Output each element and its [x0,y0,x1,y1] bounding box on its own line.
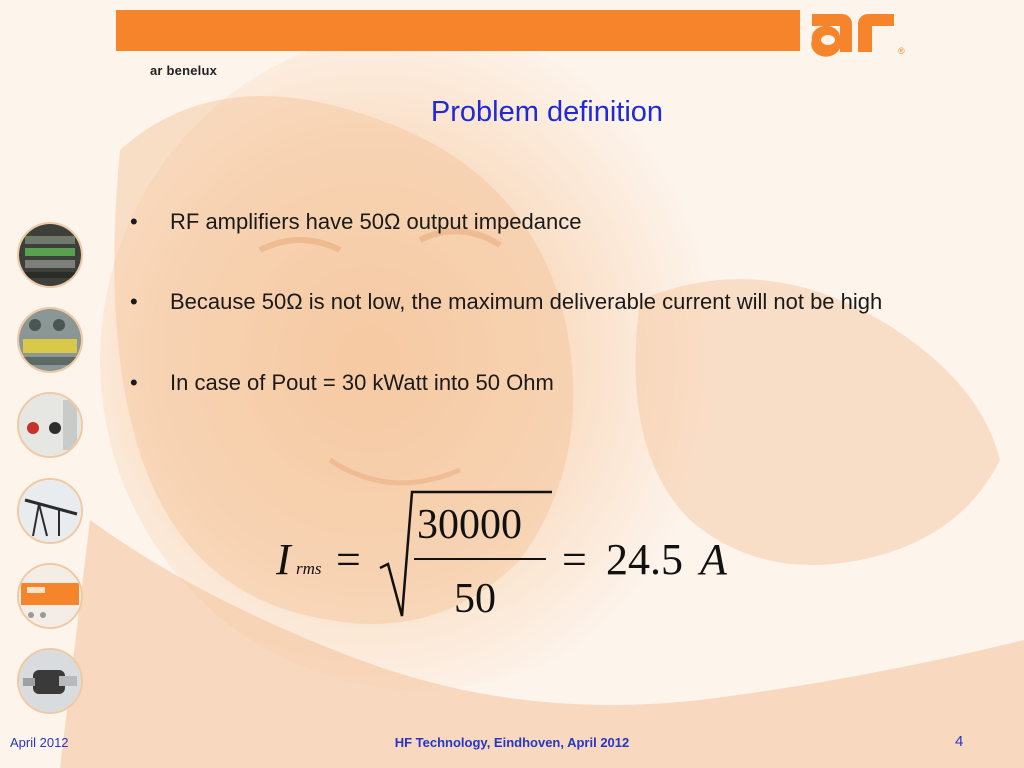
registered-mark: ® [898,46,905,56]
footer-date: April 2012 [10,735,69,750]
current-formula [270,488,750,628]
formula-equals: = [336,535,361,584]
orange-amplifier-thumbnail [17,563,83,629]
header-orange-bar [116,10,906,51]
brand-name: ar benelux [150,63,218,78]
equipment-rack-thumbnail [17,222,83,288]
bullet-item: • In case of Pout = 30 kWatt into 50 Ohm [130,366,960,399]
formula-result-equals: = [562,535,587,584]
formula-denominator: 50 [454,576,496,622]
page-number: 4 [955,733,964,750]
formula-subscript: rms [296,559,322,578]
formula-symbol: I [276,535,291,584]
bullet-item: • Because 50Ω is not low, the maximum deliverable current will not be high [130,285,960,318]
antenna-thumbnail [17,478,83,544]
connector-thumbnail [17,648,83,714]
formula-unit: A [700,535,727,584]
bullet-item: • RF amplifiers have 50Ω output impedance [130,205,960,238]
ar-logo [800,4,910,58]
control-panel-thumbnail [17,307,83,373]
footer-title: HF Technology, Eindhoven, April 2012 [394,735,630,750]
switch-panel-thumbnail [17,392,83,458]
formula-numerator: 30000 [417,502,522,548]
slide-title: Problem definition [430,96,664,128]
bullet-list [130,205,960,399]
formula-result: 24.5 [606,535,683,584]
